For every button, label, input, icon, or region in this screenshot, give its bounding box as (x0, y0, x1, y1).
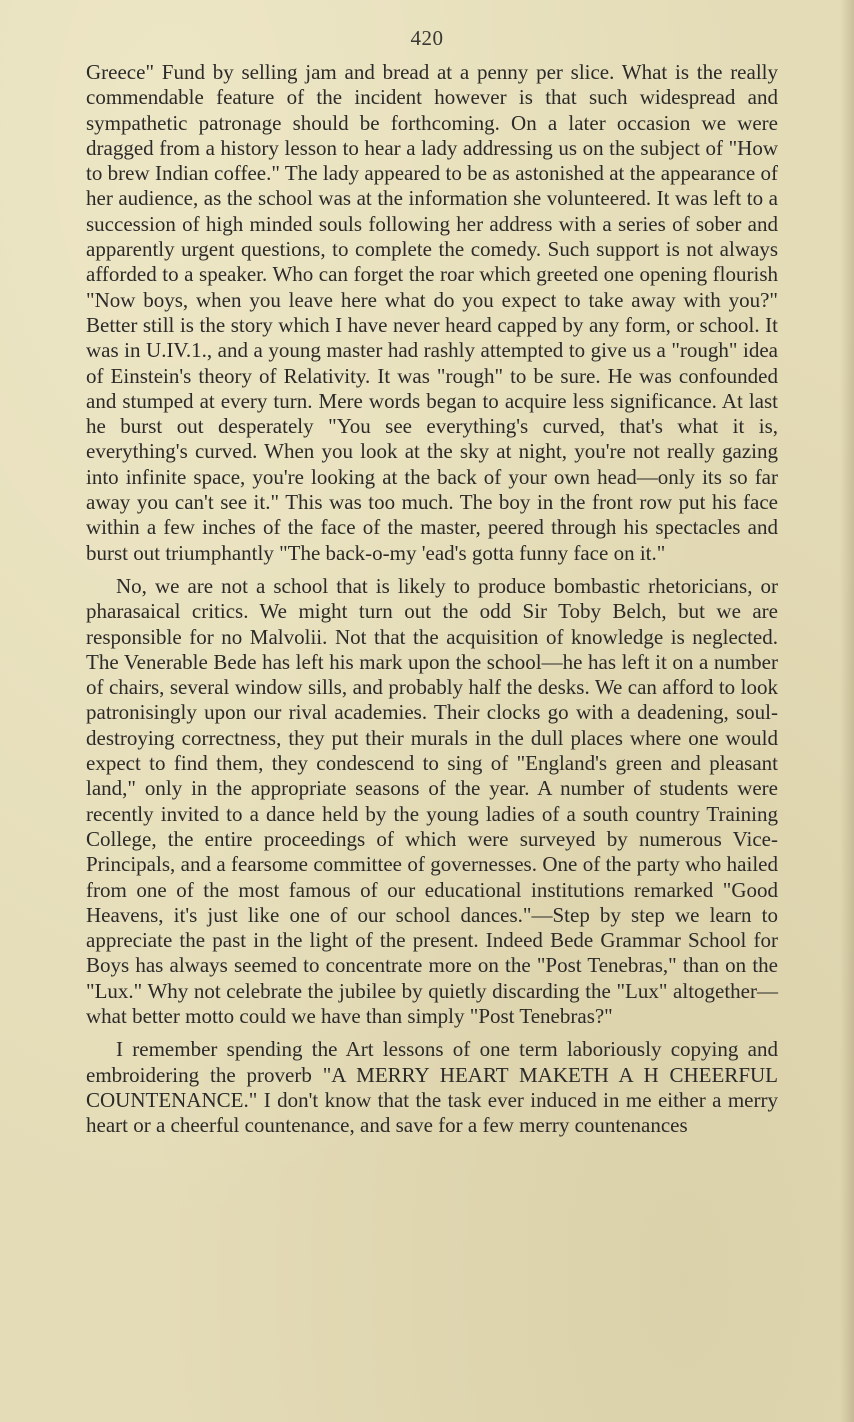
paragraph-2: No, we are not a school that is likely to produce bombastic rhetoricians, or pharasaical critics. We might turn out the odd Sir Toby Belch, but we are responsible for no Malvolii. Not that the acquisition of knowledge is neglected. The Venerable Bede has left his mark upon the school—he has left it on a number of chairs, several window sills, and probably half the desks. We can afford to look patronisingly upon our rival academies. Their clocks go with a deadening, soul-destroying correctness, they put their murals in the dull places where one would expect to find them, they condescend to sing of "England's green and pleasant land," only in the appropriate seasons of the year. A number of students were recently invited to a dance held by the young ladies of a south country Training College, the entire proceedings of which were surveyed by numerous Vice-Principals, and a fearsome committee of governesses. One of the party who hailed from one of the most famous of our educational institutions remarked "Good Heavens, it's just like one of our school dances."—Step by step we learn to appreciate the past in the light of the present. Indeed Bede Grammar School for Boys has always seemed to concentrate more on the "Post Tenebras," than on the "Lux." Why not celebrate the jubilee by quietly discarding the "Lux" altogether—what better motto could we have than simply "Post Tenebras?" (86, 573, 778, 1028)
paragraph-1: Greece" Fund by selling jam and bread at a penny per slice. What is the really commendable feature of the incident however is that such widespread and sympathetic patronage should be forthcoming. On a later occasion we were dragged from a history lesson to hear a lady addressing us on the subject of "How to brew Indian coffee." The lady appeared to be as astonished at the appearance of her audience, as the school was at the information she volunteered. It was left to a succession of high minded souls following her address with a series of sober and apparently urgent questions, to complete the comedy. Such support is not always afforded to a speaker. Who can forget the roar which greeted one opening flourish "Now boys, when you leave here what do you expect to take away with you?" Better still is the story which I have never heard capped by any form, or school. It was in U.IV.1., and a young master had rashly attempted to give us a "rough" idea of Einstein's theory of Relativity. It was "rough" to be sure. He was confounded and stumped at every turn. Mere words began to acquire less significance. At last he burst out desperately "You see everything's curved, that's what it is, everything's curved. When you look at the sky at night, you're not really gazing into infinite space, you're looking at the back of your own head—only its so far away you can't see it." This was too much. The boy in the front row put his face within a few inches of the face of the master, peered through his spectacles and burst out triumphantly "The back-o-my 'ead's gotta funny face on it." (86, 60, 778, 565)
page-edge-shadow (840, 0, 854, 1422)
page-number: 420 (410, 26, 444, 50)
paragraph-3: I remember spending the Art lessons of one term laboriously copying and embroidering the proverb "A MERRY HEART MAKETH A H CHEERFUL COUNTENANCE." I don't know that the task ever induced in me either a merry heart or a cheerful countenance, and save for a few merry countenances (86, 1037, 778, 1138)
body-text (86, 60, 778, 1138)
